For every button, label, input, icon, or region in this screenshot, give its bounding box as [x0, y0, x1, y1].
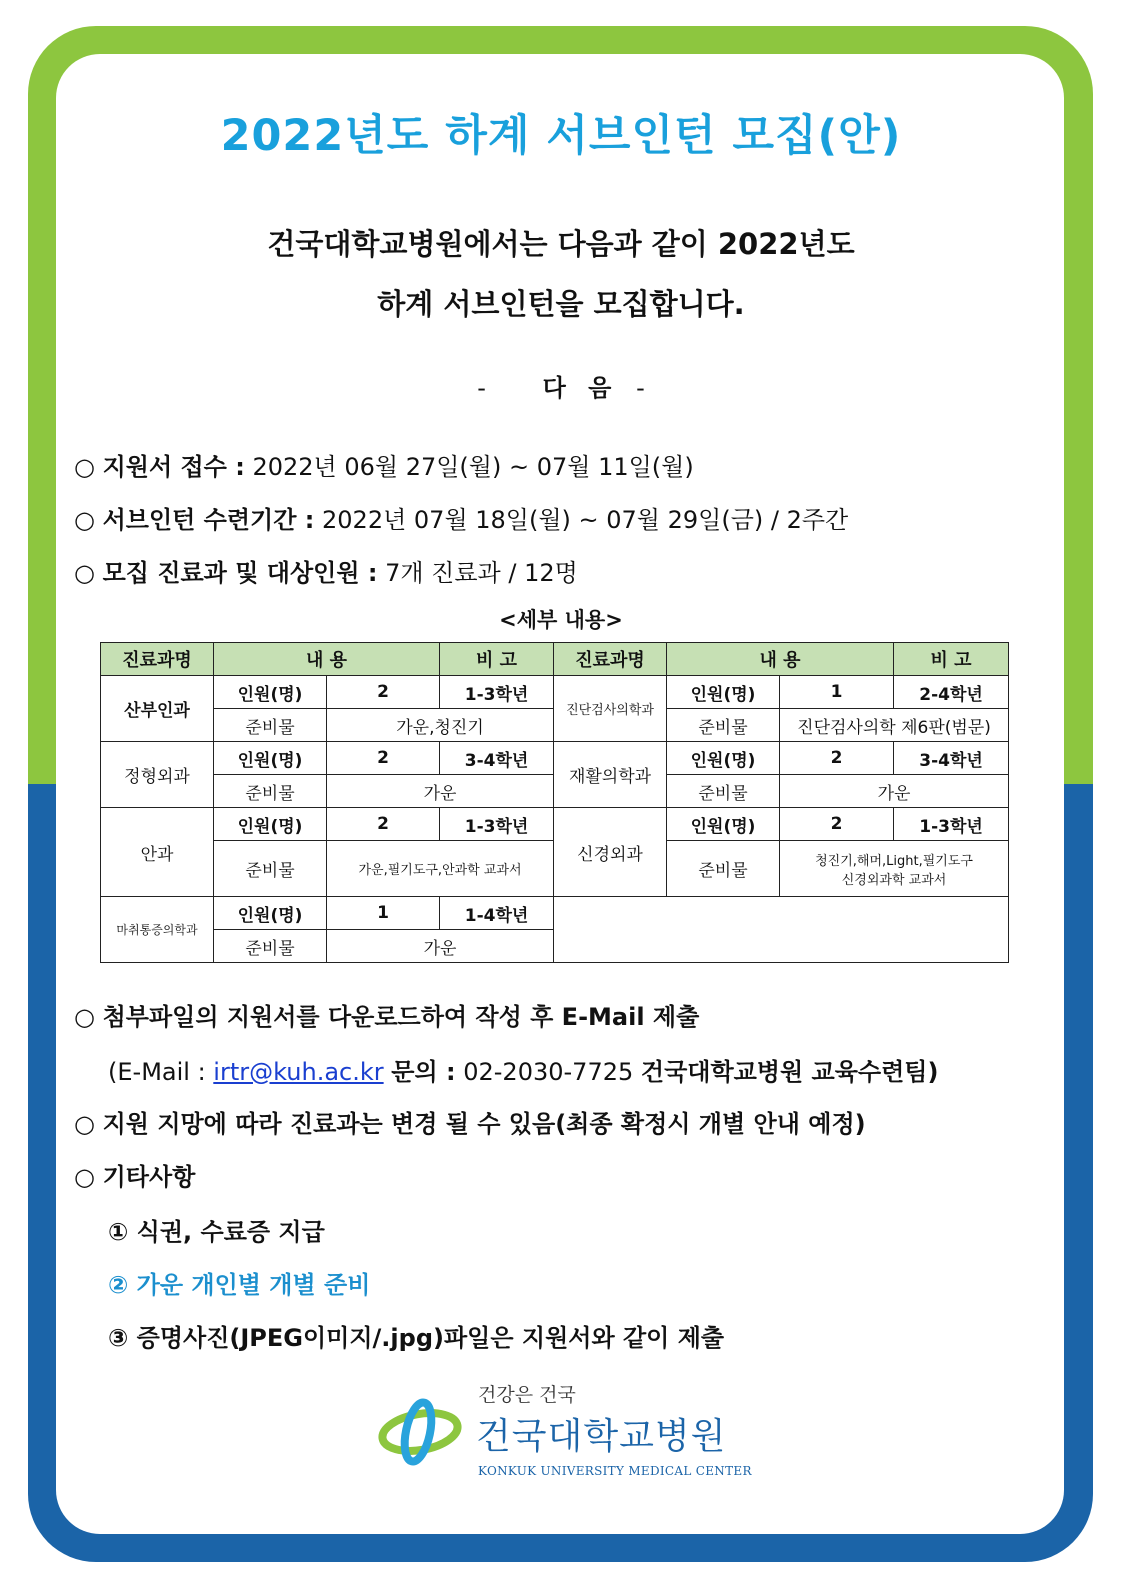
etc-item-2: ② 가운 개인별 개별 준비	[108, 1271, 371, 1299]
prep-line-2: 신경외과학 교과서	[841, 872, 947, 888]
etc-item-3: ③ 증명사진(JPEG이미지/.jpg)파일은 지원서와 같이 제출	[108, 1324, 725, 1352]
empty-cell	[554, 897, 1009, 963]
detail-title: <세부 내용>	[499, 608, 623, 632]
dept-cell: 재활의학과	[554, 742, 667, 808]
table-header-row	[101, 643, 1009, 676]
recruit-label: 모집 진료과 및 대상인원 :	[102, 559, 378, 587]
count-label: 인원(명)	[214, 897, 327, 930]
bullet-icon: ○	[74, 1110, 95, 1138]
prep-label: 준비물	[667, 841, 780, 897]
prep-value: 가운,청진기	[327, 709, 554, 742]
prep-value: 진단검사의학 제6판(범문)	[780, 709, 1009, 742]
etc-line	[74, 1157, 195, 1192]
table-row	[101, 676, 1009, 709]
prep-label: 준비물	[214, 841, 327, 897]
count-value: 2	[327, 742, 440, 775]
prep-line-1: 청진기,해머,Light,필기도구	[815, 853, 973, 869]
contact-line	[108, 1052, 938, 1087]
prep-label: 준비물	[667, 775, 780, 808]
count-value: 1	[327, 897, 440, 930]
next-text: 다 음	[542, 374, 612, 402]
intro-line-1: 건국대학교병원에서는 다음과 같이 2022년도	[267, 227, 855, 261]
training-period	[74, 500, 848, 535]
header-dept: 진료과명	[101, 643, 214, 676]
count-value: 2	[780, 742, 894, 775]
count-label: 인원(명)	[667, 742, 780, 775]
count-label: 인원(명)	[214, 808, 327, 841]
detail-table	[100, 642, 1009, 963]
note-value: 1-3학년	[894, 808, 1009, 841]
bullet-icon: ○	[74, 453, 95, 481]
email-label: (E-Mail :	[108, 1058, 206, 1086]
email-link[interactable]: irtr@kuh.ac.kr	[213, 1058, 384, 1086]
etc-item-1: ① 식권, 수료증 지급	[108, 1218, 325, 1246]
application-period	[74, 447, 694, 482]
inquiry-label: 문의 :	[391, 1058, 456, 1086]
prep-label: 준비물	[214, 930, 327, 963]
training-label: 서브인턴 수련기간 :	[102, 506, 315, 534]
dept-cell: 진단검사의학과	[554, 676, 667, 742]
change-note: 지원 지망에 따라 진료과는 변경 될 수 있음(최종 확정시 개별 안내 예정)	[102, 1110, 866, 1138]
prep-value: 가운,필기도구,안과학 교과서	[327, 841, 554, 897]
header-dept: 진료과명	[554, 643, 667, 676]
dept-cell: 마취통증의학과	[101, 897, 214, 963]
logo-name: 건국대학교병원	[476, 1416, 727, 1457]
header-content: 내 용	[214, 643, 440, 676]
logo-tagline: 건강은 건국	[478, 1384, 576, 1406]
dash-left: -	[477, 374, 486, 402]
prep-value: 가운	[327, 775, 554, 808]
count-label: 인원(명)	[214, 742, 327, 775]
etc-label: 기타사항	[102, 1163, 196, 1191]
count-label: 인원(명)	[667, 808, 780, 841]
change-note-line	[74, 1104, 866, 1139]
submit-text: 첨부파일의 지원서를 다운로드하여 작성 후 E-Mail 제출	[102, 1003, 700, 1031]
dept-cell: 산부인과	[101, 676, 214, 742]
count-label: 인원(명)	[214, 676, 327, 709]
bullet-icon: ○	[74, 1163, 95, 1191]
note-value: 1-4학년	[440, 897, 554, 930]
training-value: 2022년 07월 18일(월) ~ 07월 29일(금) / 2주간	[322, 506, 849, 534]
submit-line	[74, 997, 699, 1032]
count-value: 2	[780, 808, 894, 841]
dept-cell: 정형외과	[101, 742, 214, 808]
bullet-icon: ○	[74, 506, 95, 534]
count-value: 2	[327, 808, 440, 841]
phone-number: 02-2030-7725	[463, 1058, 634, 1086]
table-row	[101, 808, 1009, 841]
header-note: 비 고	[440, 643, 554, 676]
count-value: 2	[327, 676, 440, 709]
logo-english: KONKUK UNIVERSITY MEDICAL CENTER	[478, 1464, 752, 1478]
intro-line-2: 하계 서브인턴을 모집합니다.	[377, 287, 745, 321]
page-title: 2022년도 하계 서브인턴 모집(안)	[220, 111, 902, 161]
header-content: 내 용	[667, 643, 894, 676]
prep-label: 준비물	[667, 709, 780, 742]
table-row	[101, 897, 1009, 930]
prep-value: 가운	[780, 775, 1009, 808]
bullet-icon: ○	[74, 1003, 95, 1031]
note-value: 1-3학년	[440, 676, 554, 709]
bullet-icon: ○	[74, 559, 95, 587]
dept-cell: 안과	[101, 808, 214, 897]
count-value: 1	[780, 676, 894, 709]
recruit-depts	[74, 553, 578, 588]
prep-label: 준비물	[214, 709, 327, 742]
application-label: 지원서 접수 :	[102, 453, 245, 481]
recruit-value: 7개 진료과 / 12명	[385, 559, 578, 587]
note-value: 3-4학년	[894, 742, 1009, 775]
prep-label: 준비물	[214, 775, 327, 808]
prep-value	[780, 841, 1009, 897]
note-value: 2-4학년	[894, 676, 1009, 709]
count-label: 인원(명)	[667, 676, 780, 709]
dept-cell: 신경외과	[554, 808, 667, 897]
note-value: 1-3학년	[440, 808, 554, 841]
prep-value: 가운	[327, 930, 554, 963]
dash-right: -	[636, 374, 645, 402]
note-value: 3-4학년	[440, 742, 554, 775]
table-row	[101, 742, 1009, 775]
team-name: 건국대학교병원 교육수련팀)	[640, 1058, 939, 1086]
next-heading	[0, 368, 1122, 403]
header-note: 비 고	[894, 643, 1009, 676]
application-value: 2022년 06월 27일(월) ~ 07월 11일(월)	[252, 453, 694, 481]
